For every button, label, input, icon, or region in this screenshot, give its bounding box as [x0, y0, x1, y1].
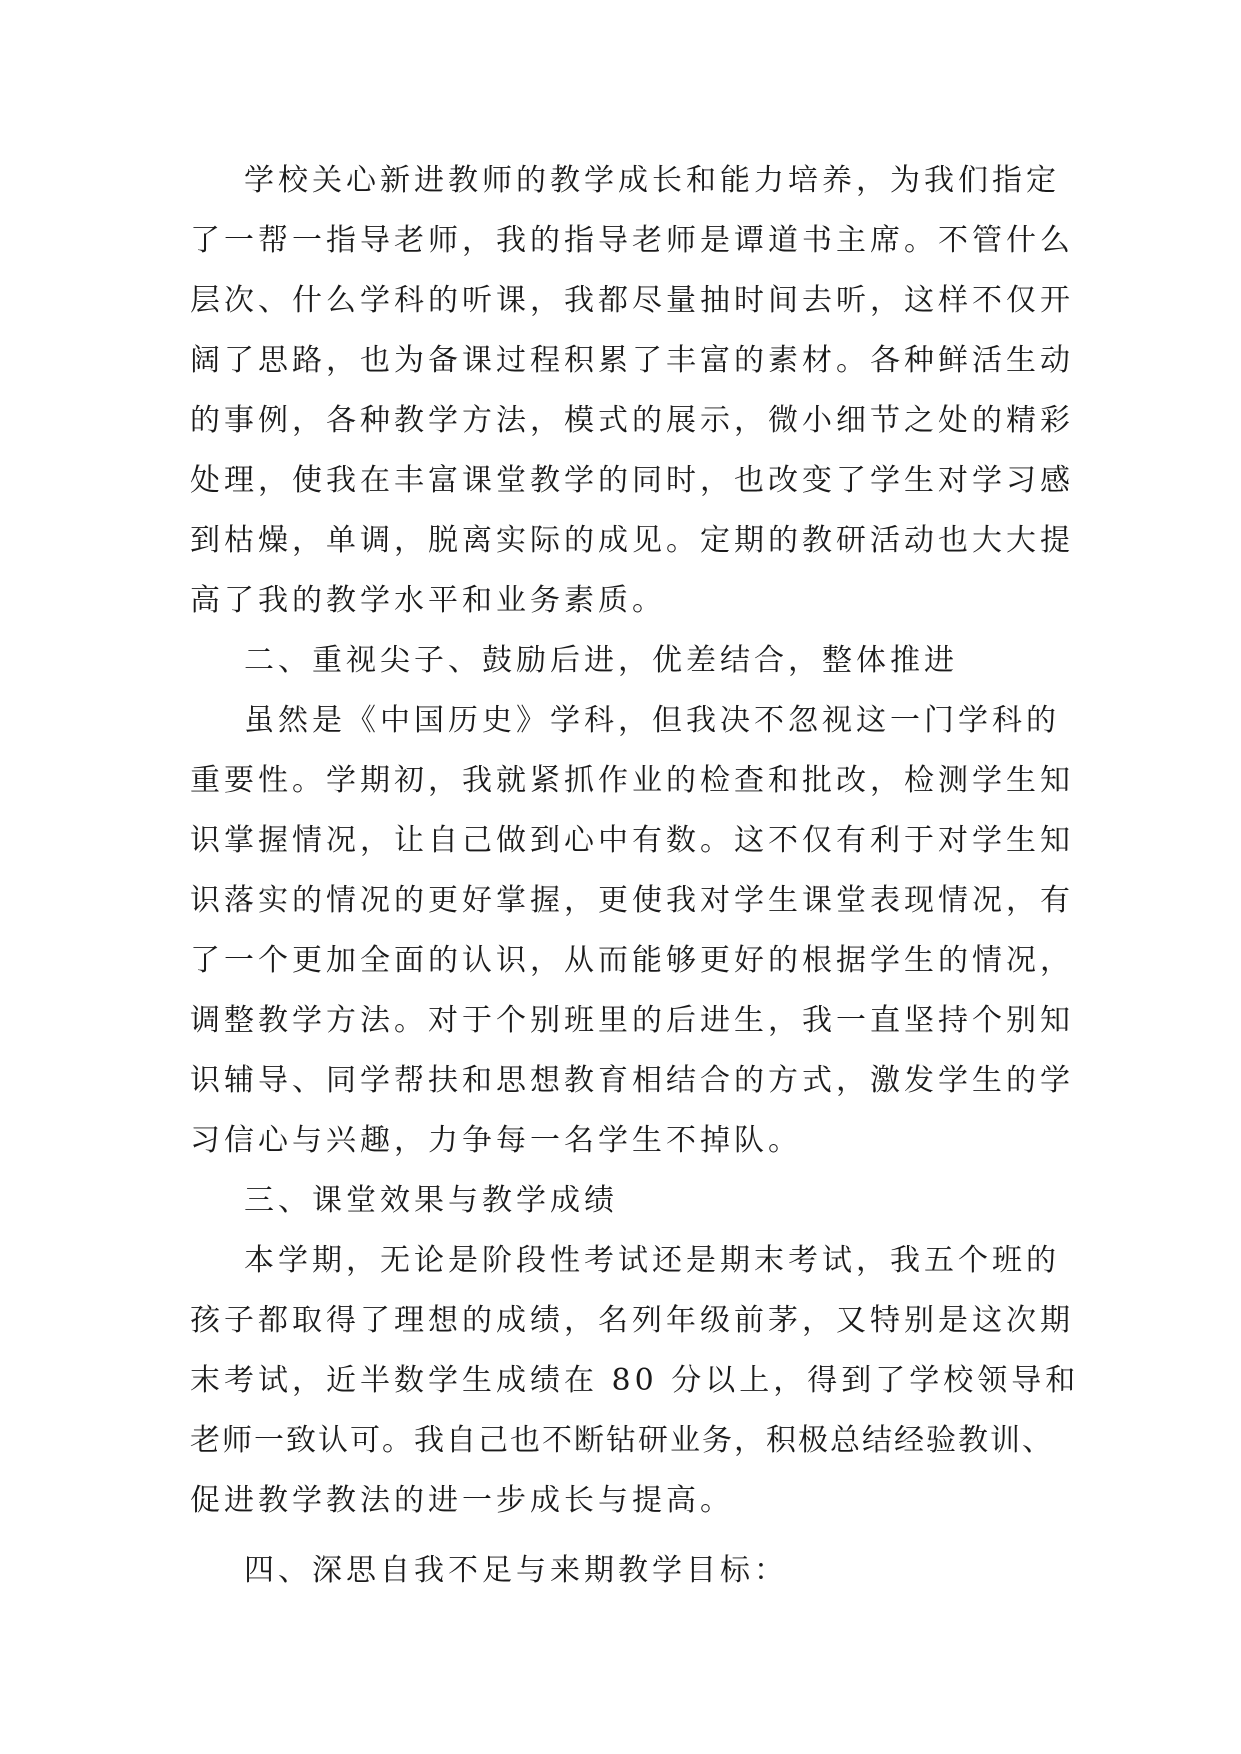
- paragraph-line: 识辅导、同学帮扶和思想教育相结合的方式，激发学生的学: [190, 1063, 1074, 1098]
- paragraph-line: 识掌握情况，让自己做到心中有数。这不仅有利于对学生知: [190, 823, 1074, 858]
- paragraph-line: 阔了思路，也为备课过程积累了丰富的素材。各种鲜活生动: [190, 343, 1074, 378]
- paragraph-line: 处理，使我在丰富课堂教学的同时，也改变了学生对学习感: [190, 463, 1074, 498]
- paragraph-line: 的事例，各种教学方法，模式的展示，微小细节之处的精彩: [190, 403, 1074, 438]
- paragraph-line: 学校关心新进教师的教学成长和能力培养，为我们指定: [244, 163, 1060, 198]
- section-heading: 四、深思自我不足与来期教学目标：: [244, 1553, 788, 1588]
- paragraph-line: 促进教学教法的进一步成长与提高。: [190, 1483, 734, 1518]
- paragraph-line: 到枯燥，单调，脱离实际的成见。定期的教研活动也大大提: [190, 523, 1074, 558]
- section-heading: 二、重视尖子、鼓励后进，优差结合，整体推进: [244, 643, 958, 678]
- paragraph-line: 高了我的教学水平和业务素质。: [190, 583, 666, 618]
- paragraph-line: 老师一致认可。我自己也不断钻研业务，积极总结经验教训、: [190, 1423, 1054, 1458]
- paragraph-line: 虽然是《中国历史》学科，但我决不忽视这一门学科的: [244, 703, 1060, 738]
- section-heading: 三、课堂效果与教学成绩: [244, 1183, 618, 1218]
- paragraph-line: 孩子都取得了理想的成绩，名列年级前茅，又特别是这次期: [190, 1303, 1074, 1338]
- paragraph-line: 层次、什么学科的听课，我都尽量抽时间去听，这样不仅开: [190, 283, 1074, 318]
- paragraph-line: 末考试，近半数学生成绩在 80 分以上，得到了学校领导和: [190, 1363, 1080, 1398]
- paragraph-line: 了一个更加全面的认识，从而能够更好的根据学生的情况，: [190, 943, 1074, 978]
- paragraph-line: 识落实的情况的更好掌握，更使我对学生课堂表现情况，有: [190, 883, 1074, 918]
- paragraph-line: 本学期，无论是阶段性考试还是期末考试，我五个班的: [244, 1243, 1060, 1278]
- paragraph-line: 调整教学方法。对于个别班里的后进生，我一直坚持个别知: [190, 1003, 1074, 1038]
- paragraph-line: 习信心与兴趣，力争每一名学生不掉队。: [190, 1123, 802, 1158]
- paragraph-line: 重要性。学期初，我就紧抓作业的检查和批改，检测学生知: [190, 763, 1074, 798]
- paragraph-line: 了一帮一指导老师，我的指导老师是谭道书主席。不管什么: [190, 223, 1074, 258]
